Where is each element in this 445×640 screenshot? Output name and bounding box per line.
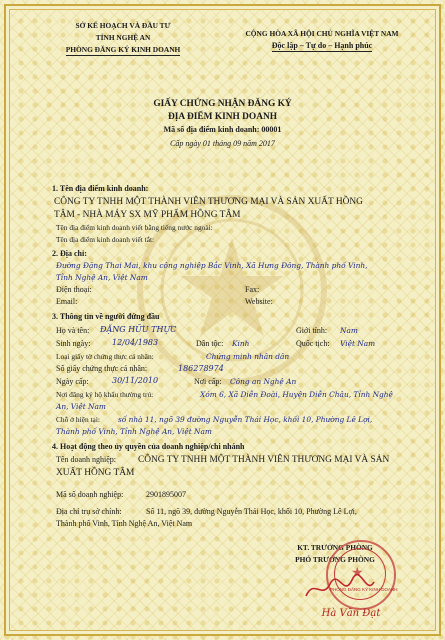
current-residence-line1: số nhà 11, ngõ 39 đường Nguyễn Thái Học, khối 10, Phường Lê Lợi,	[118, 415, 373, 424]
company-name-line1: CÔNG TY TNHH MỘT THÀNH VIÊN THƯƠNG MẠI VÀ SẢN	[138, 455, 390, 465]
section2-heading: 2. Địa chỉ:	[52, 249, 87, 258]
dob-value: 12/04/1983	[112, 338, 159, 347]
tax-code-value: 2901895007	[146, 490, 186, 499]
issue-date: Cấp ngày 01 tháng 09 năm 2017	[170, 139, 275, 148]
foreign-name-label: Tên địa điểm kinh doanh viết bằng tiếng nước ngoài:	[56, 223, 213, 232]
head-office-line2: Thành phố Vinh, Tỉnh Nghệ An, Việt Nam	[56, 519, 193, 528]
business-name-line2: TÂM - NHÀ MÁY SX MỸ PHẨM HỒNG TÂM	[54, 210, 241, 220]
id-issue-place-label: Nơi cấp:	[194, 377, 222, 386]
nationality-value: Việt Nam	[340, 339, 376, 348]
handwritten-signature	[300, 570, 380, 606]
address-line1: Đường Đặng Thai Mai, khu công nghiệp Bắc Vinh, Xã Hưng Đông, Thành phố Vinh,	[56, 261, 368, 270]
province-name: TỈNH NGHỆ AN	[95, 33, 151, 42]
section3-heading: 3. Thông tin về người đứng đầu	[52, 312, 160, 321]
section4-heading: 4. Hoạt động theo ủy quyền của doanh nghiệp/chi nhánh	[52, 442, 245, 451]
id-type-label: Loại giấy tờ chứng thực cá nhân:	[56, 352, 154, 361]
current-residence-line2: Thành phố Vinh, Tỉnh Nghệ An, Việt Nam	[56, 427, 212, 436]
permanent-residence-label: Nơi đăng ký hộ khẩu thường trú:	[56, 390, 154, 399]
head-office-label: Địa chỉ trụ sở chính:	[56, 507, 122, 516]
phone-label: Điện thoại:	[56, 285, 92, 294]
leader-name-label: Họ và tên:	[56, 326, 90, 335]
abbreviated-name-label: Tên địa điểm kinh doanh viết tắt:	[56, 235, 155, 244]
gender-label: Giới tính:	[296, 326, 328, 335]
id-number-value: 186278974	[178, 364, 224, 373]
head-office-line1: Số 11, ngõ 39, đường Nguyễn Thái Học, khối 10, Phường Lê Lợi,	[146, 507, 357, 516]
office-name: PHÒNG ĐĂNG KÝ KINH DOANH	[65, 45, 181, 54]
id-issue-date-label: Ngày cấp:	[56, 377, 89, 386]
tax-code-label: Mã số doanh nghiệp:	[56, 490, 124, 499]
location-code: Mã số địa điểm kinh doanh: 00001	[163, 125, 282, 134]
business-name-line1: CÔNG TY TNHH MỘT THÀNH VIÊN THƯƠNG MẠI VÀ SẢN XUẤT HỒNG	[54, 197, 363, 207]
id-issue-place-value: Công an Nghệ An	[230, 377, 297, 386]
nationality-label: Quốc tịch:	[296, 339, 330, 348]
gender-value: Nam	[340, 326, 358, 335]
id-issue-date-value: 30/11/2010	[112, 376, 159, 385]
signature-title-line2: PHÓ TRƯỞNG PHÒNG	[295, 555, 375, 564]
agency-name: SỞ KẾ HOẠCH VÀ ĐẦU TƯ	[75, 21, 171, 30]
signature-title-line1: KT. TRƯỞNG PHÒNG	[297, 543, 373, 552]
website-label: Website:	[245, 297, 273, 306]
motto: Độc lập – Tự do – Hạnh phúc	[271, 41, 373, 50]
dob-label: Sinh ngày:	[56, 339, 91, 348]
ethnic-value: Kinh	[232, 339, 250, 348]
company-name-line2: XUẤT HỒNG TÂM	[56, 468, 135, 478]
current-residence-label: Chỗ ở hiện tại:	[56, 415, 100, 424]
country-name: CỘNG HÒA XÃ HỘI CHỦ NGHĨA VIỆT NAM	[245, 29, 399, 38]
stamp-text: PHÒNG ĐĂNG KÝ KINH DOANH	[330, 587, 398, 592]
leader-name: ĐẶNG HỮU THỰC	[100, 325, 177, 334]
ethnic-label: Dân tộc:	[196, 339, 224, 348]
certificate-subtitle: ĐỊA ĐIỂM KINH DOANH	[167, 112, 278, 122]
permanent-residence-line2: An, Việt Nam	[56, 402, 106, 411]
signer-name: Hà Văn Đạt	[321, 608, 381, 619]
address-line2: Tỉnh Nghệ An, Việt Nam	[56, 273, 148, 282]
certificate-title: GIẤY CHỨNG NHẬN ĐĂNG KÝ	[153, 99, 292, 109]
email-label: Email:	[56, 297, 78, 306]
id-number-label: Số giấy chứng thực cá nhân:	[56, 364, 148, 373]
company-name-label: Tên doanh nghiệp:	[56, 455, 116, 464]
fax-label: Fax:	[245, 285, 260, 294]
stamp-star-icon: ★	[351, 566, 364, 581]
id-type-value: Chứng minh nhân dân	[206, 352, 290, 361]
section1-heading: 1. Tên địa điểm kinh doanh:	[52, 184, 149, 193]
permanent-residence-line1: Xóm 6, Xã Diễn Đoài, Huyện Diễn Châu, Tỉnh Nghệ	[200, 390, 393, 399]
